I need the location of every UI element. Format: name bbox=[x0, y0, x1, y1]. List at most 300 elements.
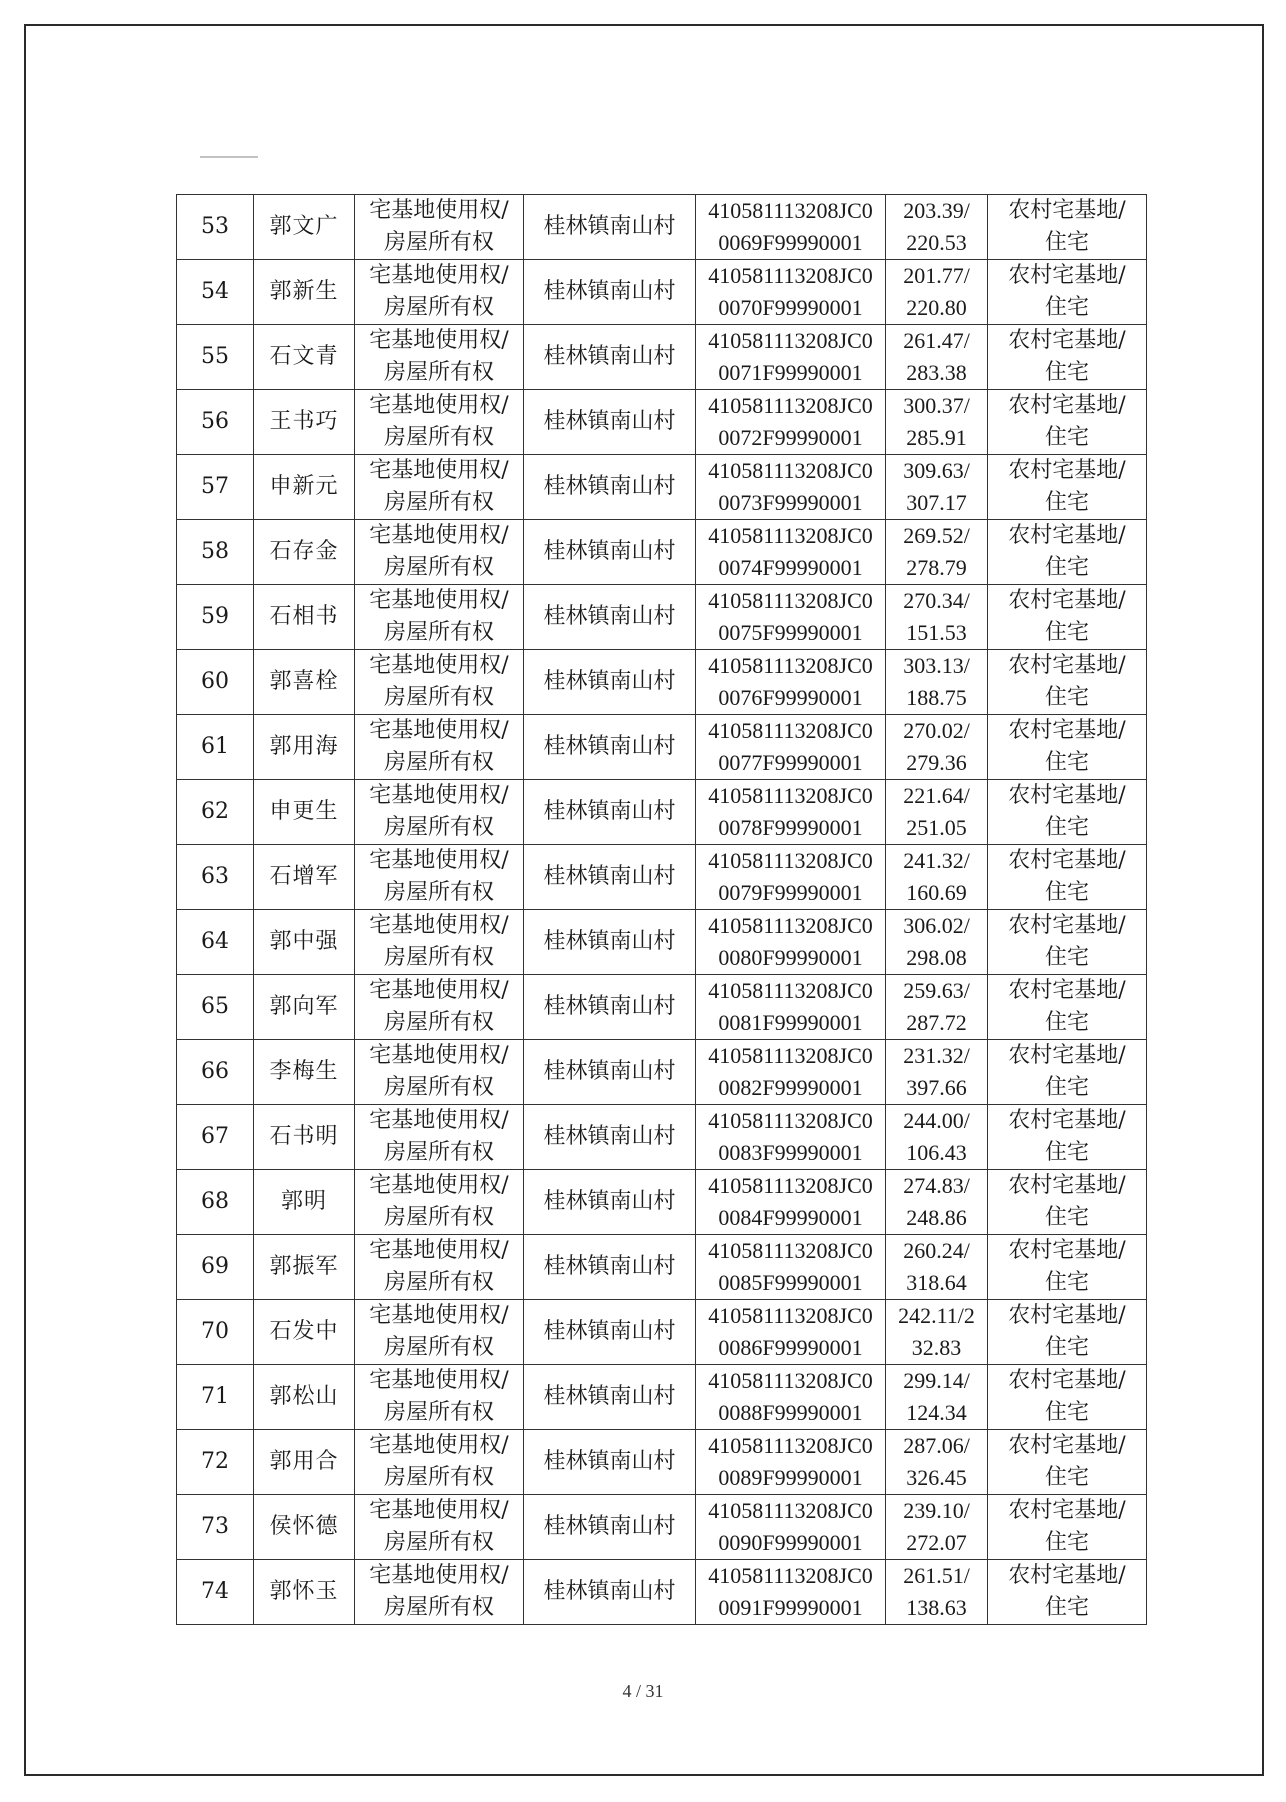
area-cell-text: 309.63/ bbox=[903, 458, 970, 483]
unit-code-cell-text: 0077F99990001 bbox=[718, 750, 863, 775]
owner-name-cell-text: 申更生 bbox=[269, 799, 339, 824]
location-cell bbox=[524, 975, 696, 1040]
area-cell-text: 151.53 bbox=[906, 620, 967, 645]
right-type-cell-text: 宅基地使用权/ bbox=[369, 1563, 509, 1588]
area-cell-text: 244.00/ bbox=[903, 1108, 970, 1133]
row-number-cell bbox=[177, 780, 254, 845]
table-row bbox=[177, 1040, 1147, 1105]
location-cell bbox=[524, 390, 696, 455]
area-cell-text: 299.14/ bbox=[903, 1368, 970, 1393]
land-use-cell bbox=[988, 910, 1147, 975]
location-cell bbox=[524, 845, 696, 910]
land-use-cell bbox=[988, 1300, 1147, 1365]
table-row bbox=[177, 390, 1147, 455]
row-number-cell bbox=[177, 1235, 254, 1300]
unit-code-cell-text: 0074F99990001 bbox=[718, 555, 863, 580]
right-type-cell bbox=[355, 1560, 524, 1625]
land-use-cell-text: 住宅 bbox=[1044, 620, 1089, 645]
right-type-cell-text: 宅基地使用权/ bbox=[369, 328, 509, 353]
land-use-cell-text: 农村宅基地/ bbox=[1008, 1433, 1126, 1458]
row-number-cell bbox=[177, 1430, 254, 1495]
right-type-cell bbox=[355, 390, 524, 455]
land-use-cell-text: 农村宅基地/ bbox=[1008, 1368, 1126, 1393]
unit-code-cell-text: 0075F99990001 bbox=[718, 620, 863, 645]
right-type-cell bbox=[355, 1040, 524, 1105]
table-row bbox=[177, 260, 1147, 325]
land-use-cell bbox=[988, 650, 1147, 715]
land-use-cell-text: 农村宅基地/ bbox=[1008, 1173, 1126, 1198]
right-type-cell bbox=[355, 520, 524, 585]
right-type-cell-text: 宅基地使用权/ bbox=[369, 198, 509, 223]
unit-code-cell-text: 0076F99990001 bbox=[718, 685, 863, 710]
row-number-cell bbox=[177, 1105, 254, 1170]
owner-name-cell-text: 李梅生 bbox=[269, 1059, 339, 1084]
unit-code-cell-text: 410581113208JC0 bbox=[708, 1433, 873, 1458]
owner-name-cell-text: 侯怀德 bbox=[269, 1514, 339, 1539]
owner-name-cell-text: 石书明 bbox=[269, 1124, 339, 1149]
area-cell-text: 397.66 bbox=[906, 1075, 967, 1100]
right-type-cell-text: 房屋所有权 bbox=[383, 750, 494, 775]
right-type-cell-text: 宅基地使用权/ bbox=[369, 1303, 509, 1328]
owner-name-cell bbox=[254, 260, 355, 325]
land-use-cell bbox=[988, 195, 1147, 260]
unit-code-cell-text: 410581113208JC0 bbox=[708, 1108, 873, 1133]
unit-code-cell-text: 0072F99990001 bbox=[718, 425, 863, 450]
location-cell-text: 桂林镇南山村 bbox=[543, 1124, 676, 1149]
right-type-cell bbox=[355, 910, 524, 975]
location-cell-text: 桂林镇南山村 bbox=[543, 994, 676, 1019]
area-cell-text: 124.34 bbox=[906, 1400, 967, 1425]
right-type-cell-text: 宅基地使用权/ bbox=[369, 653, 509, 678]
row-number-cell-text: 74 bbox=[201, 1579, 229, 1604]
unit-code-cell-text: 410581113208JC0 bbox=[708, 978, 873, 1003]
table-body bbox=[177, 195, 1147, 1625]
unit-code-cell bbox=[696, 715, 886, 780]
land-use-cell bbox=[988, 520, 1147, 585]
area-cell-text: 188.75 bbox=[906, 685, 967, 710]
table-row bbox=[177, 910, 1147, 975]
land-use-cell-text: 住宅 bbox=[1044, 1595, 1089, 1620]
table-row bbox=[177, 1170, 1147, 1235]
land-use-cell-text: 住宅 bbox=[1044, 1335, 1089, 1360]
right-type-cell bbox=[355, 1170, 524, 1235]
table-row bbox=[177, 520, 1147, 585]
area-cell-text: 259.63/ bbox=[903, 978, 970, 1003]
row-number-cell-text: 58 bbox=[201, 539, 229, 564]
land-use-cell-text: 住宅 bbox=[1044, 295, 1089, 320]
row-number-cell-text: 55 bbox=[201, 344, 229, 369]
right-type-cell bbox=[355, 650, 524, 715]
area-cell-text: 318.64 bbox=[906, 1270, 967, 1295]
unit-code-cell bbox=[696, 780, 886, 845]
land-use-cell bbox=[988, 1365, 1147, 1430]
area-cell-text: 269.52/ bbox=[903, 523, 970, 548]
unit-code-cell-text: 0086F99990001 bbox=[718, 1335, 863, 1360]
row-number-cell bbox=[177, 975, 254, 1040]
table-row bbox=[177, 1365, 1147, 1430]
unit-code-cell-text: 410581113208JC0 bbox=[708, 718, 873, 743]
area-cell-text: 239.10/ bbox=[903, 1498, 970, 1523]
unit-code-cell-text: 0071F99990001 bbox=[718, 360, 863, 385]
location-cell bbox=[524, 1170, 696, 1235]
row-number-cell-text: 70 bbox=[201, 1319, 229, 1344]
right-type-cell-text: 房屋所有权 bbox=[383, 880, 494, 905]
land-use-cell bbox=[988, 390, 1147, 455]
unit-code-cell-text: 0078F99990001 bbox=[718, 815, 863, 840]
land-use-cell-text: 住宅 bbox=[1044, 1400, 1089, 1425]
table-row bbox=[177, 845, 1147, 910]
land-use-cell-text: 农村宅基地/ bbox=[1008, 198, 1126, 223]
row-number-cell-text: 64 bbox=[201, 929, 229, 954]
right-type-cell-text: 宅基地使用权/ bbox=[369, 1108, 509, 1133]
area-cell bbox=[886, 455, 988, 520]
right-type-cell-text: 房屋所有权 bbox=[383, 1530, 494, 1555]
area-cell bbox=[886, 520, 988, 585]
right-type-cell-text: 房屋所有权 bbox=[383, 490, 494, 515]
unit-code-cell-text: 0090F99990001 bbox=[718, 1530, 863, 1555]
location-cell bbox=[524, 715, 696, 780]
owner-name-cell bbox=[254, 910, 355, 975]
right-type-cell bbox=[355, 845, 524, 910]
land-use-cell bbox=[988, 455, 1147, 520]
area-cell bbox=[886, 780, 988, 845]
table-row bbox=[177, 1495, 1147, 1560]
area-cell-text: 283.38 bbox=[906, 360, 967, 385]
owner-name-cell bbox=[254, 975, 355, 1040]
land-use-cell-text: 农村宅基地/ bbox=[1008, 913, 1126, 938]
land-use-cell bbox=[988, 1105, 1147, 1170]
right-type-cell-text: 房屋所有权 bbox=[383, 1075, 494, 1100]
area-cell-text: 241.32/ bbox=[903, 848, 970, 873]
owner-name-cell-text: 郭中强 bbox=[269, 929, 339, 954]
owner-name-cell-text: 郭文广 bbox=[269, 214, 339, 239]
location-cell bbox=[524, 1365, 696, 1430]
owner-name-cell bbox=[254, 1430, 355, 1495]
owner-name-cell bbox=[254, 195, 355, 260]
owner-name-cell bbox=[254, 520, 355, 585]
owner-name-cell-text: 石相书 bbox=[269, 604, 339, 629]
unit-code-cell bbox=[696, 1300, 886, 1365]
land-use-cell-text: 住宅 bbox=[1044, 1530, 1089, 1555]
row-number-cell bbox=[177, 195, 254, 260]
area-cell-text: 203.39/ bbox=[903, 198, 970, 223]
owner-name-cell-text: 石发中 bbox=[269, 1319, 339, 1344]
scan-artifact bbox=[200, 156, 258, 158]
row-number-cell bbox=[177, 1040, 254, 1105]
row-number-cell bbox=[177, 390, 254, 455]
area-cell bbox=[886, 910, 988, 975]
land-use-cell-text: 农村宅基地/ bbox=[1008, 588, 1126, 613]
row-number-cell bbox=[177, 1300, 254, 1365]
area-cell-text: 298.08 bbox=[906, 945, 967, 970]
right-type-cell bbox=[355, 195, 524, 260]
land-use-cell-text: 农村宅基地/ bbox=[1008, 848, 1126, 873]
area-cell-text: 260.24/ bbox=[903, 1238, 970, 1263]
land-use-cell bbox=[988, 1170, 1147, 1235]
land-use-cell bbox=[988, 1235, 1147, 1300]
land-use-cell bbox=[988, 715, 1147, 780]
row-number-cell bbox=[177, 910, 254, 975]
location-cell-text: 桂林镇南山村 bbox=[543, 1189, 676, 1214]
owner-name-cell bbox=[254, 1040, 355, 1105]
row-number-cell bbox=[177, 585, 254, 650]
area-cell bbox=[886, 1495, 988, 1560]
owner-name-cell-text: 石文青 bbox=[269, 344, 339, 369]
location-cell-text: 桂林镇南山村 bbox=[543, 474, 676, 499]
unit-code-cell-text: 0081F99990001 bbox=[718, 1010, 863, 1035]
right-type-cell-text: 宅基地使用权/ bbox=[369, 783, 509, 808]
unit-code-cell-text: 410581113208JC0 bbox=[708, 1498, 873, 1523]
location-cell bbox=[524, 1430, 696, 1495]
owner-name-cell bbox=[254, 1300, 355, 1365]
area-cell-text: 300.37/ bbox=[903, 393, 970, 418]
row-number-cell-text: 59 bbox=[201, 604, 229, 629]
area-cell bbox=[886, 1105, 988, 1170]
unit-code-cell-text: 0084F99990001 bbox=[718, 1205, 863, 1230]
area-cell bbox=[886, 585, 988, 650]
land-use-cell-text: 住宅 bbox=[1044, 425, 1089, 450]
unit-code-cell bbox=[696, 845, 886, 910]
row-number-cell-text: 66 bbox=[201, 1059, 229, 1084]
row-number-cell-text: 57 bbox=[201, 474, 229, 499]
unit-code-cell bbox=[696, 910, 886, 975]
row-number-cell bbox=[177, 650, 254, 715]
land-use-cell-text: 农村宅基地/ bbox=[1008, 458, 1126, 483]
unit-code-cell-text: 410581113208JC0 bbox=[708, 328, 873, 353]
unit-code-cell bbox=[696, 390, 886, 455]
unit-code-cell bbox=[696, 1170, 886, 1235]
land-use-cell bbox=[988, 975, 1147, 1040]
table-row bbox=[177, 1300, 1147, 1365]
right-type-cell bbox=[355, 1365, 524, 1430]
area-cell bbox=[886, 1300, 988, 1365]
right-type-cell-text: 宅基地使用权/ bbox=[369, 848, 509, 873]
land-use-cell-text: 住宅 bbox=[1044, 685, 1089, 710]
unit-code-cell-text: 410581113208JC0 bbox=[708, 198, 873, 223]
location-cell bbox=[524, 780, 696, 845]
area-cell-text: 270.34/ bbox=[903, 588, 970, 613]
owner-name-cell-text: 郭怀玉 bbox=[269, 1579, 339, 1604]
location-cell bbox=[524, 585, 696, 650]
unit-code-cell bbox=[696, 1495, 886, 1560]
owner-name-cell-text: 郭用海 bbox=[269, 734, 339, 759]
unit-code-cell bbox=[696, 1430, 886, 1495]
owner-name-cell-text: 郭向军 bbox=[269, 994, 339, 1019]
area-cell bbox=[886, 650, 988, 715]
unit-code-cell-text: 410581113208JC0 bbox=[708, 913, 873, 938]
area-cell-text: 261.51/ bbox=[903, 1563, 970, 1588]
land-use-cell bbox=[988, 1560, 1147, 1625]
owner-name-cell bbox=[254, 325, 355, 390]
table-row bbox=[177, 975, 1147, 1040]
right-type-cell-text: 房屋所有权 bbox=[383, 555, 494, 580]
row-number-cell-text: 63 bbox=[201, 864, 229, 889]
right-type-cell bbox=[355, 1300, 524, 1365]
location-cell bbox=[524, 195, 696, 260]
area-cell-text: 231.32/ bbox=[903, 1043, 970, 1068]
right-type-cell-text: 宅基地使用权/ bbox=[369, 1368, 509, 1393]
land-use-cell-text: 住宅 bbox=[1044, 1270, 1089, 1295]
land-use-cell-text: 住宅 bbox=[1044, 555, 1089, 580]
area-cell-text: 287.72 bbox=[906, 1010, 967, 1035]
right-type-cell-text: 宅基地使用权/ bbox=[369, 458, 509, 483]
area-cell-text: 303.13/ bbox=[903, 653, 970, 678]
unit-code-cell-text: 410581113208JC0 bbox=[708, 783, 873, 808]
right-type-cell-text: 宅基地使用权/ bbox=[369, 1043, 509, 1068]
owner-name-cell bbox=[254, 650, 355, 715]
land-use-cell-text: 住宅 bbox=[1044, 1140, 1089, 1165]
unit-code-cell-text: 0069F99990001 bbox=[718, 230, 863, 255]
location-cell-text: 桂林镇南山村 bbox=[543, 1384, 676, 1409]
land-use-cell-text: 住宅 bbox=[1044, 490, 1089, 515]
area-cell-text: 220.80 bbox=[906, 295, 967, 320]
area-cell bbox=[886, 325, 988, 390]
area-cell-text: 261.47/ bbox=[903, 328, 970, 353]
table-row bbox=[177, 455, 1147, 520]
row-number-cell-text: 68 bbox=[201, 1189, 229, 1214]
row-number-cell bbox=[177, 1495, 254, 1560]
area-cell-text: 248.86 bbox=[906, 1205, 967, 1230]
area-cell bbox=[886, 975, 988, 1040]
location-cell-text: 桂林镇南山村 bbox=[543, 604, 676, 629]
land-use-cell-text: 农村宅基地/ bbox=[1008, 328, 1126, 353]
table-row bbox=[177, 780, 1147, 845]
unit-code-cell-text: 410581113208JC0 bbox=[708, 588, 873, 613]
land-use-cell-text: 住宅 bbox=[1044, 945, 1089, 970]
location-cell bbox=[524, 455, 696, 520]
right-type-cell-text: 房屋所有权 bbox=[383, 360, 494, 385]
land-use-cell bbox=[988, 780, 1147, 845]
area-cell-text: 274.83/ bbox=[903, 1173, 970, 1198]
area-cell bbox=[886, 1235, 988, 1300]
right-type-cell-text: 宅基地使用权/ bbox=[369, 1498, 509, 1523]
area-cell bbox=[886, 195, 988, 260]
row-number-cell bbox=[177, 1170, 254, 1235]
area-cell-text: 221.64/ bbox=[903, 783, 970, 808]
area-cell-text: 326.45 bbox=[906, 1465, 967, 1490]
unit-code-cell-text: 410581113208JC0 bbox=[708, 1303, 873, 1328]
right-type-cell-text: 宅基地使用权/ bbox=[369, 1173, 509, 1198]
location-cell-text: 桂林镇南山村 bbox=[543, 669, 676, 694]
area-cell-text: 242.11/2 bbox=[898, 1303, 975, 1328]
right-type-cell bbox=[355, 1430, 524, 1495]
owner-name-cell-text: 申新元 bbox=[269, 474, 339, 499]
row-number-cell bbox=[177, 715, 254, 780]
location-cell-text: 桂林镇南山村 bbox=[543, 799, 676, 824]
location-cell bbox=[524, 1300, 696, 1365]
row-number-cell bbox=[177, 1365, 254, 1430]
area-cell-text: 279.36 bbox=[906, 750, 967, 775]
table-row bbox=[177, 715, 1147, 780]
right-type-cell bbox=[355, 585, 524, 650]
right-type-cell-text: 房屋所有权 bbox=[383, 1140, 494, 1165]
row-number-cell bbox=[177, 260, 254, 325]
area-cell-text: 160.69 bbox=[906, 880, 967, 905]
row-number-cell bbox=[177, 845, 254, 910]
right-type-cell-text: 房屋所有权 bbox=[383, 620, 494, 645]
land-use-cell-text: 住宅 bbox=[1044, 360, 1089, 385]
area-cell-text: 270.02/ bbox=[903, 718, 970, 743]
land-use-cell-text: 住宅 bbox=[1044, 230, 1089, 255]
owner-name-cell-text: 郭喜栓 bbox=[269, 669, 339, 694]
land-use-cell bbox=[988, 845, 1147, 910]
area-cell-text: 201.77/ bbox=[903, 263, 970, 288]
location-cell bbox=[524, 1040, 696, 1105]
land-use-cell-text: 农村宅基地/ bbox=[1008, 1238, 1126, 1263]
area-cell bbox=[886, 1560, 988, 1625]
unit-code-cell-text: 0085F99990001 bbox=[718, 1270, 863, 1295]
land-use-cell bbox=[988, 1495, 1147, 1560]
land-use-cell-text: 农村宅基地/ bbox=[1008, 1043, 1126, 1068]
location-cell bbox=[524, 650, 696, 715]
land-use-cell bbox=[988, 260, 1147, 325]
unit-code-cell-text: 410581113208JC0 bbox=[708, 1563, 873, 1588]
area-cell bbox=[886, 1040, 988, 1105]
location-cell-text: 桂林镇南山村 bbox=[543, 734, 676, 759]
owner-name-cell-text: 石增军 bbox=[269, 864, 339, 889]
right-type-cell-text: 宅基地使用权/ bbox=[369, 1433, 509, 1458]
location-cell-text: 桂林镇南山村 bbox=[543, 279, 676, 304]
right-type-cell-text: 房屋所有权 bbox=[383, 1205, 494, 1230]
location-cell-text: 桂林镇南山村 bbox=[543, 1319, 676, 1344]
owner-name-cell bbox=[254, 1560, 355, 1625]
right-type-cell bbox=[355, 1235, 524, 1300]
unit-code-cell bbox=[696, 520, 886, 585]
right-type-cell-text: 宅基地使用权/ bbox=[369, 978, 509, 1003]
row-number-cell-text: 61 bbox=[201, 734, 229, 759]
land-use-cell bbox=[988, 585, 1147, 650]
right-type-cell-text: 宅基地使用权/ bbox=[369, 913, 509, 938]
land-use-cell-text: 农村宅基地/ bbox=[1008, 1563, 1126, 1588]
location-cell bbox=[524, 1235, 696, 1300]
unit-code-cell bbox=[696, 585, 886, 650]
land-use-cell-text: 农村宅基地/ bbox=[1008, 523, 1126, 548]
right-type-cell-text: 房屋所有权 bbox=[383, 1010, 494, 1035]
right-type-cell-text: 房屋所有权 bbox=[383, 425, 494, 450]
unit-code-cell-text: 0080F99990001 bbox=[718, 945, 863, 970]
location-cell-text: 桂林镇南山村 bbox=[543, 864, 676, 889]
row-number-cell-text: 65 bbox=[201, 994, 229, 1019]
land-use-cell-text: 农村宅基地/ bbox=[1008, 1303, 1126, 1328]
unit-code-cell bbox=[696, 1040, 886, 1105]
unit-code-cell bbox=[696, 1235, 886, 1300]
row-number-cell bbox=[177, 455, 254, 520]
unit-code-cell-text: 410581113208JC0 bbox=[708, 1238, 873, 1263]
row-number-cell-text: 60 bbox=[201, 669, 229, 694]
area-cell-text: 285.91 bbox=[906, 425, 967, 450]
unit-code-cell-text: 0091F99990001 bbox=[718, 1595, 863, 1620]
unit-code-cell bbox=[696, 195, 886, 260]
area-cell-text: 138.63 bbox=[906, 1595, 967, 1620]
location-cell-text: 桂林镇南山村 bbox=[543, 1059, 676, 1084]
row-number-cell-text: 69 bbox=[201, 1254, 229, 1279]
right-type-cell bbox=[355, 325, 524, 390]
area-cell-text: 287.06/ bbox=[903, 1433, 970, 1458]
owner-name-cell bbox=[254, 780, 355, 845]
unit-code-cell bbox=[696, 325, 886, 390]
right-type-cell-text: 房屋所有权 bbox=[383, 815, 494, 840]
location-cell bbox=[524, 1495, 696, 1560]
row-number-cell-text: 73 bbox=[201, 1514, 229, 1539]
right-type-cell-text: 宅基地使用权/ bbox=[369, 1238, 509, 1263]
location-cell-text: 桂林镇南山村 bbox=[543, 1449, 676, 1474]
unit-code-cell bbox=[696, 1560, 886, 1625]
right-type-cell-text: 房屋所有权 bbox=[383, 1270, 494, 1295]
right-type-cell-text: 房屋所有权 bbox=[383, 1400, 494, 1425]
right-type-cell-text: 房屋所有权 bbox=[383, 1595, 494, 1620]
land-use-cell-text: 住宅 bbox=[1044, 815, 1089, 840]
unit-code-cell-text: 0079F99990001 bbox=[718, 880, 863, 905]
